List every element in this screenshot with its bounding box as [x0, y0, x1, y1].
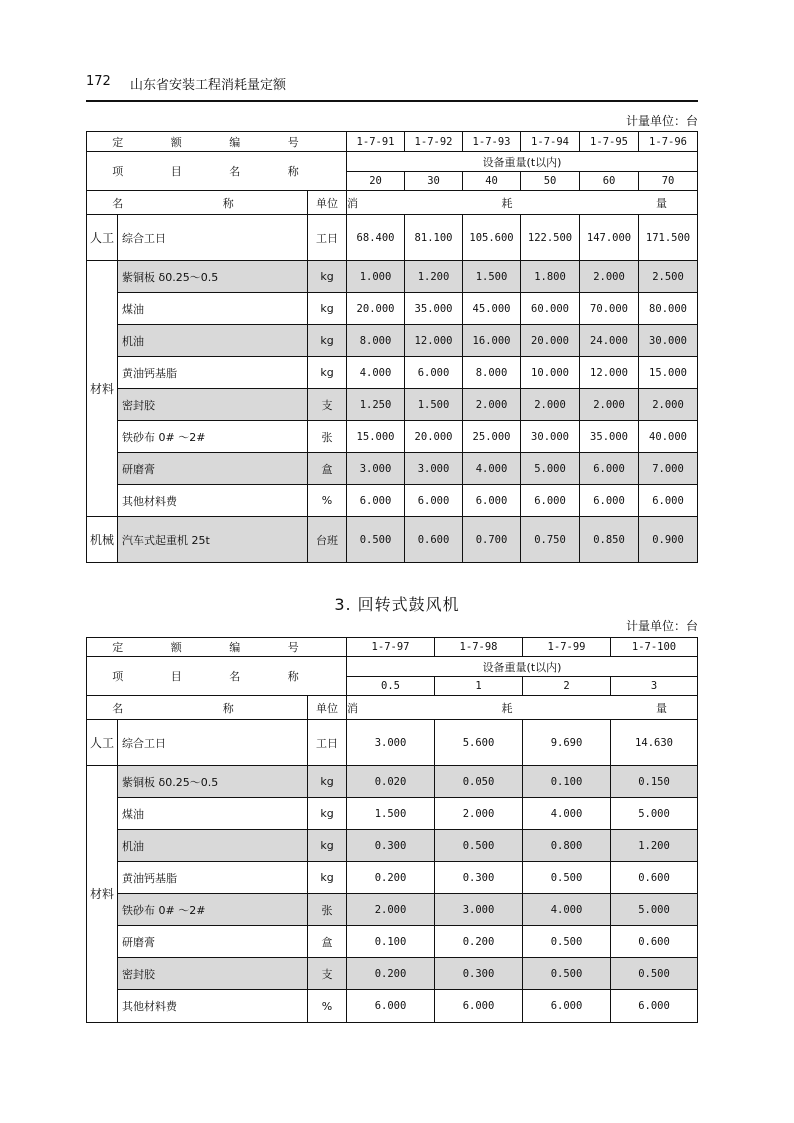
consumption-value: 1.800	[521, 261, 580, 293]
weight-value: 60	[580, 172, 639, 191]
quota-code: 1-7-98	[435, 638, 523, 657]
resource-name: 黄油钙基脂	[118, 862, 308, 894]
weight-value: 40	[463, 172, 521, 191]
consumption-value: 0.300	[347, 830, 435, 862]
book-title: 山东省安装工程消耗量定额	[130, 78, 287, 93]
consumption-value: 5.600	[435, 720, 523, 766]
quota-code: 1-7-93	[463, 132, 521, 152]
consumption-value: 0.500	[523, 958, 611, 990]
consumption-value: 8.000	[347, 325, 405, 357]
unit-header: 单位	[308, 191, 347, 215]
consumption-value: 0.300	[435, 862, 523, 894]
consumption-value: 6.000	[347, 485, 405, 517]
resource-name: 密封胶	[118, 958, 308, 990]
consumption-value: 20.000	[347, 293, 405, 325]
resource-unit: kg	[308, 862, 347, 894]
resource-unit: kg	[308, 325, 347, 357]
consumption-value: 0.900	[639, 517, 698, 563]
material-row	[87, 421, 698, 453]
material-row	[87, 485, 698, 517]
consumption-value: 20.000	[521, 325, 580, 357]
consumption-value: 2.000	[639, 389, 698, 421]
labor-group-label: 人工	[87, 215, 118, 261]
consumption-value: 0.100	[347, 926, 435, 958]
material-group-label: 材料	[87, 261, 118, 517]
consumption-value: 2.500	[639, 261, 698, 293]
consumption-value: 3.000	[347, 453, 405, 485]
consumption-value: 0.750	[521, 517, 580, 563]
resource-unit: 盒	[308, 453, 347, 485]
consumption-value: 6.000	[435, 990, 523, 1023]
name-header: 名 称	[87, 696, 308, 720]
consumption-value: 81.100	[405, 215, 463, 261]
consumption-value: 0.600	[611, 926, 698, 958]
material-row	[87, 293, 698, 325]
quota-code: 1-7-94	[521, 132, 580, 152]
page-header	[86, 70, 698, 102]
quota-code-row	[87, 132, 698, 152]
resource-name: 机油	[118, 830, 308, 862]
consumption-value: 8.000	[463, 357, 521, 389]
weight-value: 1	[435, 677, 523, 696]
consumption-value: 9.690	[523, 720, 611, 766]
resource-name: 煤油	[118, 798, 308, 830]
consumption-value: 105.600	[463, 215, 521, 261]
quota-no-label: 定 额 编 号	[87, 132, 347, 152]
consumption-value: 6.000	[639, 485, 698, 517]
page-number: 172	[86, 74, 111, 89]
resource-unit: 支	[308, 389, 347, 421]
consumption-value: 0.150	[611, 766, 698, 798]
resource-unit: 张	[308, 421, 347, 453]
material-row	[87, 325, 698, 357]
consumption-value: 4.000	[347, 357, 405, 389]
weight-value: 50	[521, 172, 580, 191]
weight-value: 3	[611, 677, 698, 696]
labor-row	[87, 215, 698, 261]
labor-row	[87, 720, 698, 766]
resource-name: 煤油	[118, 293, 308, 325]
consumption-value: 1.500	[347, 798, 435, 830]
quota-no-label: 定 额 编 号	[87, 638, 347, 657]
resource-unit: kg	[308, 798, 347, 830]
labor-group-label: 人工	[87, 720, 118, 766]
consumption-header: 消 耗 量	[347, 696, 698, 720]
resource-name: 铁砂布 0# ～2#	[118, 894, 308, 926]
consumption-value: 0.020	[347, 766, 435, 798]
consumption-value: 68.400	[347, 215, 405, 261]
consumption-value: 122.500	[521, 215, 580, 261]
resource-name: 研磨膏	[118, 453, 308, 485]
material-row	[87, 926, 698, 958]
resource-unit: 工日	[308, 215, 347, 261]
consumption-value: 0.050	[435, 766, 523, 798]
consumption-value: 7.000	[639, 453, 698, 485]
item-name-label: 项 目 名 称	[87, 657, 347, 696]
consumption-value: 0.100	[523, 766, 611, 798]
consumption-value: 0.500	[523, 926, 611, 958]
resource-name: 汽车式起重机 25t	[118, 517, 308, 563]
consumption-value: 15.000	[639, 357, 698, 389]
resource-unit: 工日	[308, 720, 347, 766]
consumption-value: 5.000	[611, 798, 698, 830]
resource-name: 其他材料费	[118, 485, 308, 517]
resource-name: 综合工日	[118, 215, 308, 261]
resource-name: 紫铜板 δ0.25～0.5	[118, 261, 308, 293]
consumption-value: 1.200	[611, 830, 698, 862]
consumption-value: 2.000	[435, 798, 523, 830]
consumption-value: 1.000	[347, 261, 405, 293]
consumption-value: 2.000	[521, 389, 580, 421]
weight-value: 70	[639, 172, 698, 191]
resource-unit: kg	[308, 357, 347, 389]
quota-code: 1-7-100	[611, 638, 698, 657]
equip-weight-label: 设备重量(t以内)	[347, 657, 698, 677]
consumption-value: 5.000	[521, 453, 580, 485]
resource-unit: kg	[308, 293, 347, 325]
consumption-value: 1.200	[405, 261, 463, 293]
consumption-value: 6.000	[611, 990, 698, 1023]
consumption-value: 2.000	[347, 894, 435, 926]
consumption-value: 12.000	[405, 325, 463, 357]
consumption-value: 45.000	[463, 293, 521, 325]
consumption-value: 4.000	[463, 453, 521, 485]
consumption-value: 14.630	[611, 720, 698, 766]
resource-name: 铁砂布 0# ～2#	[118, 421, 308, 453]
consumption-value: 0.600	[405, 517, 463, 563]
consumption-value: 3.000	[435, 894, 523, 926]
resource-unit: %	[308, 990, 347, 1023]
resource-name: 综合工日	[118, 720, 308, 766]
consumption-value: 0.700	[463, 517, 521, 563]
resource-unit: 张	[308, 894, 347, 926]
consumption-value: 6.000	[523, 990, 611, 1023]
machine-row	[87, 517, 698, 563]
consumption-value: 147.000	[580, 215, 639, 261]
consumption-value: 0.600	[611, 862, 698, 894]
consumption-value: 24.000	[580, 325, 639, 357]
unit-label-1: 计量单位：台	[625, 114, 698, 128]
quota-code: 1-7-99	[523, 638, 611, 657]
consumption-value: 35.000	[580, 421, 639, 453]
resource-unit: kg	[308, 766, 347, 798]
section-title: 3. 回转式鼓风机	[334, 595, 460, 614]
consumption-value: 2.000	[580, 389, 639, 421]
quota-code: 1-7-91	[347, 132, 405, 152]
consumption-value: 6.000	[405, 485, 463, 517]
quota-table-1	[86, 131, 738, 563]
consumption-value: 6.000	[580, 453, 639, 485]
consumption-value: 40.000	[639, 421, 698, 453]
consumption-value: 0.200	[347, 958, 435, 990]
material-group-label: 材料	[87, 766, 118, 1023]
consumption-value: 2.000	[580, 261, 639, 293]
consumption-value: 12.000	[580, 357, 639, 389]
resource-name: 研磨膏	[118, 926, 308, 958]
consumption-value: 171.500	[639, 215, 698, 261]
consumption-value: 60.000	[521, 293, 580, 325]
consumption-value: 25.000	[463, 421, 521, 453]
consumption-header: 消 耗 量	[347, 191, 698, 215]
material-row	[87, 357, 698, 389]
consumption-value: 0.200	[347, 862, 435, 894]
consumption-value: 4.000	[523, 798, 611, 830]
quota-code: 1-7-92	[405, 132, 463, 152]
unit-label-2: 计量单位：台	[625, 619, 698, 633]
name-header: 名 称	[87, 191, 308, 215]
consumption-value: 0.850	[580, 517, 639, 563]
consumption-value: 4.000	[523, 894, 611, 926]
consumption-value: 0.500	[435, 830, 523, 862]
material-row	[87, 830, 698, 862]
consumption-value: 80.000	[639, 293, 698, 325]
consumption-value: 2.000	[463, 389, 521, 421]
machine-group-label: 机械	[87, 517, 118, 563]
material-row	[87, 798, 698, 830]
quota-code: 1-7-97	[347, 638, 435, 657]
consumption-value: 30.000	[521, 421, 580, 453]
consumption-value: 6.000	[521, 485, 580, 517]
consumption-value: 20.000	[405, 421, 463, 453]
consumption-value: 15.000	[347, 421, 405, 453]
consumption-value: 1.500	[463, 261, 521, 293]
consumption-value: 30.000	[639, 325, 698, 357]
quota-code: 1-7-96	[639, 132, 698, 152]
consumption-value: 6.000	[463, 485, 521, 517]
quota-code-row	[87, 638, 698, 657]
resource-name: 紫铜板 δ0.25～0.5	[118, 766, 308, 798]
consumption-value: 0.300	[435, 958, 523, 990]
resource-unit: kg	[308, 830, 347, 862]
consumption-value: 5.000	[611, 894, 698, 926]
material-row	[87, 453, 698, 485]
consumption-value: 1.500	[405, 389, 463, 421]
unit-header: 单位	[308, 696, 347, 720]
consumption-value: 0.500	[611, 958, 698, 990]
weight-value: 2	[523, 677, 611, 696]
material-row	[87, 958, 698, 990]
resource-name: 黄油钙基脂	[118, 357, 308, 389]
consumption-value: 1.250	[347, 389, 405, 421]
material-row	[87, 894, 698, 926]
consumption-value: 70.000	[580, 293, 639, 325]
resource-unit: 支	[308, 958, 347, 990]
consumption-value: 6.000	[580, 485, 639, 517]
consumption-value: 10.000	[521, 357, 580, 389]
resource-unit: 盒	[308, 926, 347, 958]
consumption-value: 0.800	[523, 830, 611, 862]
weight-value: 30	[405, 172, 463, 191]
consumption-value: 6.000	[405, 357, 463, 389]
consumption-value: 3.000	[405, 453, 463, 485]
consumption-value: 3.000	[347, 720, 435, 766]
resource-unit: %	[308, 485, 347, 517]
material-row	[87, 862, 698, 894]
consumption-value: 35.000	[405, 293, 463, 325]
equip-weight-label: 设备重量(t以内)	[347, 152, 698, 172]
weight-value: 20	[347, 172, 405, 191]
weight-value: 0.5	[347, 677, 435, 696]
material-row	[87, 990, 698, 1023]
resource-name: 其他材料费	[118, 990, 308, 1023]
resource-name: 机油	[118, 325, 308, 357]
consumption-value: 0.500	[523, 862, 611, 894]
consumption-value: 16.000	[463, 325, 521, 357]
resource-name: 密封胶	[118, 389, 308, 421]
item-name-label: 项 目 名 称	[87, 152, 347, 191]
resource-unit: 台班	[308, 517, 347, 563]
resource-unit: kg	[308, 261, 347, 293]
quota-table-2	[86, 637, 738, 1023]
material-row	[87, 766, 698, 798]
consumption-value: 0.200	[435, 926, 523, 958]
consumption-value: 6.000	[347, 990, 435, 1023]
material-row	[87, 389, 698, 421]
quota-code: 1-7-95	[580, 132, 639, 152]
consumption-value: 0.500	[347, 517, 405, 563]
material-row	[87, 261, 698, 293]
